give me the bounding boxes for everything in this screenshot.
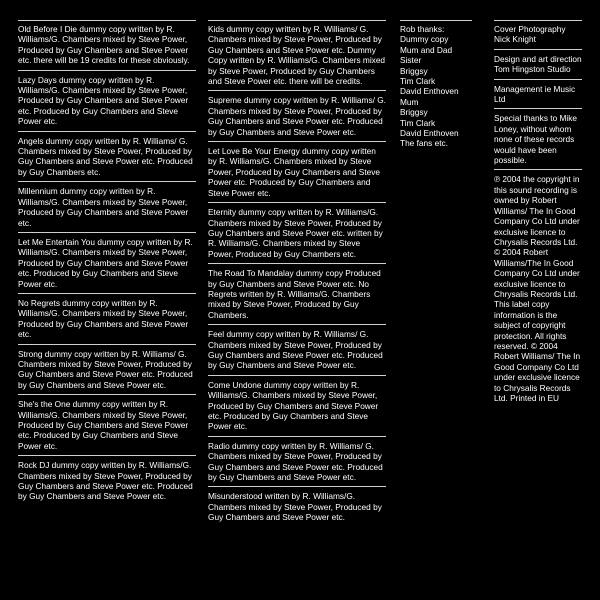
credit-entry: Supreme dummy copy written by R. Williams/ G. Chambers mixed by Steve Power, Produced by Guy Chambers and Steve Power etc. Produced by Guy Chambers and Steve Power etc. bbox=[208, 90, 386, 141]
thanks-column bbox=[400, 20, 472, 153]
credit-entry: Misunderstood written by R. Williams/G. Chambers mixed by Steve Power, Produced by Guy Chambers and Steve Power etc. bbox=[208, 486, 386, 526]
thanks-line: Dummy copy bbox=[400, 34, 449, 45]
credit-entry: Millennium dummy copy written by R. Williams/G. Chambers mixed by Steve Power, Produced by Guy Chambers and Steve Power etc. bbox=[18, 181, 196, 232]
credit-entry: Old Before I Die dummy copy written by R. Williams/G. Chambers mixed by Steve Power, Produced by Guy Chambers and Steve Power etc. there will be 19 credits for these obviously. bbox=[18, 20, 196, 70]
thanks-list bbox=[400, 20, 472, 153]
thanks-line: Briggsy bbox=[400, 65, 428, 76]
credit-entry: Lazy Days dummy copy written by R. Williams/G. Chambers mixed by Steve Power, Produced by Guy Chambers and Steve Power etc. Produced by Guy Chambers and Steve Power etc. bbox=[18, 70, 196, 131]
credit-entry: Rock DJ dummy copy written by R. Williams/G. Chambers mixed by Steve Power, Produced by Guy Chambers and Steve Power etc. Produced by Guy Chambers and Steve Power etc. bbox=[18, 455, 196, 506]
credits-column-2 bbox=[208, 20, 386, 527]
credits-column-1 bbox=[18, 20, 196, 506]
copyright-notice: ℗ 2004 the copyright in this sound recording is owned by Robert Williams/ The In Good Company Co Ltd under exclusive licence to Chrysalis Records Ltd. © 2004 Robert Williams/The In Good Company Co Ltd under exclusive licence to Chrysalis Records Ltd. This label copy information is the subject of copyright protection. All rights reserved. © 2004 Robert Williams/ The In Good Company Co Ltd under exclusive licence to Chrysalis Records Ltd. Printed in EU bbox=[494, 169, 582, 407]
thanks-line: The fans etc. bbox=[400, 138, 448, 149]
credit-entry: The Road To Mandalay dummy copy Produced by Guy Chambers and Steve Power etc. No Regrets written by R. Williams/G. Chambers mixed by Steve Power, Produced by Guy Chambers. bbox=[208, 263, 386, 324]
thanks-line: David Enthoven bbox=[400, 86, 459, 97]
credit-entry: She's the One dummy copy written by R. Williams/G. Chambers mixed by Steve Power, Produced by Guy Chambers and Steve Power etc. Produced by Guy Chambers and Steve Power etc. bbox=[18, 394, 196, 455]
thanks-line: Tim Clark bbox=[400, 117, 436, 128]
cover-photography-credit: Cover Photography Nick Knight bbox=[494, 20, 582, 49]
thanks-line: David Enthoven bbox=[400, 128, 459, 139]
credit-entry: Radio dummy copy written by R. Williams/ G. Chambers mixed by Steve Power, Produced by Guy Chambers and Steve Power etc. Produced by Guy Chambers and Steve Power etc. bbox=[208, 436, 386, 487]
thanks-line: Mum bbox=[400, 96, 419, 107]
credit-entry: No Regrets dummy copy written by R. Williams/G. Chambers mixed by Steve Power, Produced by Guy Chambers and Steve Power etc. bbox=[18, 293, 196, 344]
credit-entry: Eternity dummy copy written by R. Williams/G. Chambers mixed by Steve Power, Produced by Guy Chambers and Steve Power etc. written by R. Williams/G. Chambers mixed by Steve Power, Produced by Guy Chambers etc. bbox=[208, 202, 386, 263]
info-column bbox=[494, 20, 582, 407]
credit-entry: Feel dummy copy written by R. Williams/ G. Chambers mixed by Steve Power, Produced by Guy Chambers and Steve Power etc. Produced by Guy Chambers and Steve Power etc. bbox=[208, 324, 386, 375]
design-credit: Design and art direction Tom Hingston Studio bbox=[494, 49, 582, 79]
credit-entry: Strong dummy copy written by R. Williams/ G. Chambers mixed by Steve Power, Produced by Guy Chambers and Steve Power etc. Produced by Guy Chambers and Steve Power etc. bbox=[18, 344, 196, 395]
thanks-line: Briggsy bbox=[400, 107, 428, 118]
credit-entry: Come Undone dummy copy written by R. Williams/G. Chambers mixed by Steve Power, Produced by Guy Chambers and Steve Power etc. Produced by Guy Chambers and Steve Power etc. bbox=[208, 375, 386, 436]
thanks-line: Rob thanks: bbox=[400, 24, 445, 34]
thanks-line: Mum and Dad bbox=[400, 44, 453, 55]
credit-entry: Kids dummy copy written by R. Williams/ G. Chambers mixed by Steve Power, Produced by Guy Chambers and Steve Power etc. Dummy Copy written by R. Williams/G. Chambers mixed by Steve Power, Produced by Guy Chambers and Steve Power etc. there will be credits. bbox=[208, 20, 386, 90]
management-credit: Management ie Music Ltd bbox=[494, 79, 582, 109]
special-thanks: Special thanks to Mike Loney, without whom none of these records would have been possible. bbox=[494, 108, 582, 169]
credit-entry: Angels dummy copy written by R. Williams/ G. Chambers mixed by Steve Power, Produced by Guy Chambers and Steve Power etc. Produced by Guy Chambers etc. bbox=[18, 131, 196, 182]
thanks-line: Tim Clark bbox=[400, 76, 436, 87]
credit-entry: Let Love Be Your Energy dummy copy written by R. Williams/G. Chambers mixed by Steve Power, Produced by Guy Chambers and Steve Power etc. Produced by Guy Chambers and Steve Power etc. bbox=[208, 141, 386, 202]
credit-entry: Let Me Entertain You dummy copy written by R. Williams/G. Chambers mixed by Steve Power, Produced by Guy Chambers and Steve Power etc. Produced by Guy Chambers and Steve Power etc. bbox=[18, 232, 196, 293]
thanks-line: Sister bbox=[400, 55, 422, 66]
